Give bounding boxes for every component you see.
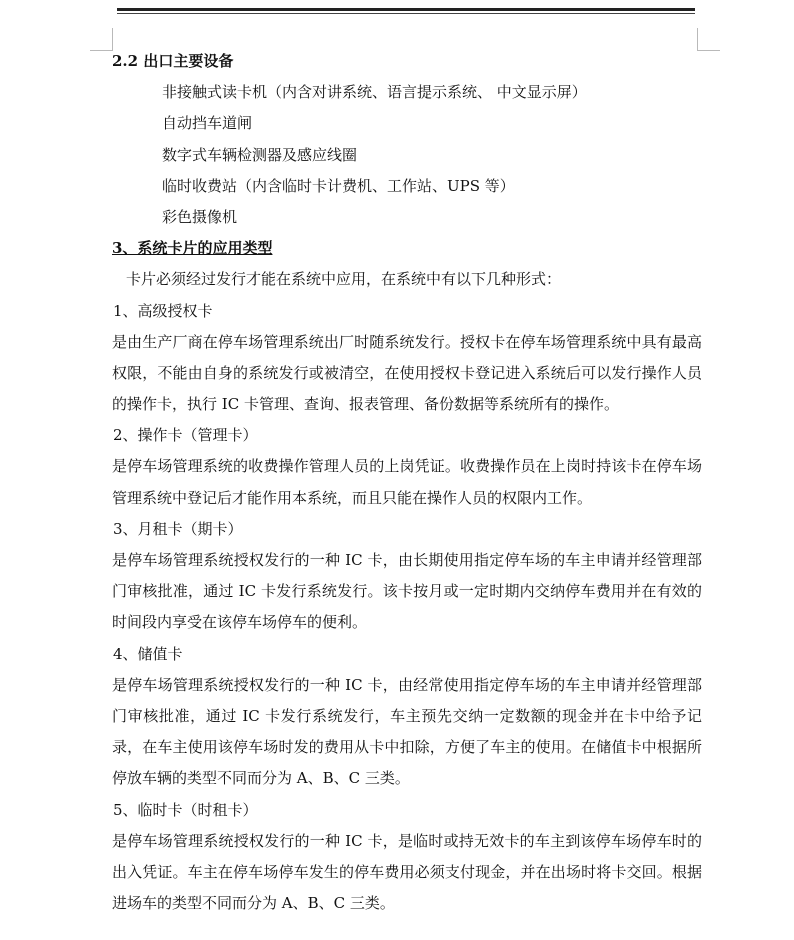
section-2-2-title: 2.2 出口主要设备 xyxy=(112,52,234,70)
card-type-heading: 4、储值卡 xyxy=(113,644,183,663)
document-body xyxy=(112,46,702,919)
section-3-intro: 卡片必须经过发行才能在系统中应用，在系统中有以下几种形式： xyxy=(126,270,562,289)
card-type-description: 是停车场管理系统授权发行的一种 IC 卡，是临时或持无效卡的车主到该停车场停车时的出入凭证。车主在停车场停车发生的停车费用必须支付现金，并在出场时将卡交回。根据进场车的类型不同而分为 A、B、C 三类。 xyxy=(112,831,702,913)
card-type-heading: 2、操作卡（管理卡） xyxy=(113,426,258,445)
card-type-heading: 3、月租卡（期卡） xyxy=(113,519,243,538)
card-type-description: 是停车场管理系统的收费操作管理人员的上岗凭证。收费操作员在上岗时持该卡在停车场管理系统中登记后才能作用本系统，而且只能在操作人员的权限内工作。 xyxy=(112,457,702,507)
card-type-description: 是停车场管理系统授权发行的一种 IC 卡，由经常使用指定停车场的车主申请并经管理部门审核批准，通过 IC 卡发行系统发行，车主预先交纳一定数额的现金并在卡中给予记录，在车主使用该停车场时发的费用从卡中扣除，方便了车主的使用。在储值卡中根据所停放车辆的类型不同而分为 A、B、C 三类。 xyxy=(112,675,702,788)
card-type-heading: 5、临时卡（时租卡） xyxy=(113,800,258,819)
section-3-title: 3、系统卡片的应用类型 xyxy=(112,239,273,258)
equipment-item: 彩色摄像机 xyxy=(162,207,238,226)
crop-mark-left xyxy=(90,28,113,51)
card-type-description: 是停车场管理系统授权发行的一种 IC 卡，由长期使用指定停车场的车主申请并经管理部门审核批准，通过 IC 卡发行系统发行。该卡按月或一定时期内交纳停车费用并在有效的时间段内享受在该停车场停车的便利。 xyxy=(112,551,702,632)
equipment-item: 临时收费站（内含临时卡计费机、工作站、UPS 等） xyxy=(162,176,515,195)
equipment-item: 数字式车辆检测器及感应线圈 xyxy=(162,145,358,164)
header-rule-secondary xyxy=(117,13,695,14)
equipment-item: 自动挡车道闸 xyxy=(162,114,253,133)
equipment-item: 非接触式读卡机（内含对讲系统、语言提示系统、 中文显示屏） xyxy=(162,83,587,102)
card-type-description: 是由生产厂商在停车场管理系统出厂时随系统发行。授权卡在停车场管理系统中具有最高权限，不能由自身的系统发行或被清空，在使用授权卡登记进入系统后可以发行操作人员的操作卡，执行 IC 卡管理、查询、报表管理、备份数据等系统所有的操作。 xyxy=(112,332,702,414)
header-rule xyxy=(117,8,695,11)
card-type-heading: 1、高级授权卡 xyxy=(113,301,213,320)
